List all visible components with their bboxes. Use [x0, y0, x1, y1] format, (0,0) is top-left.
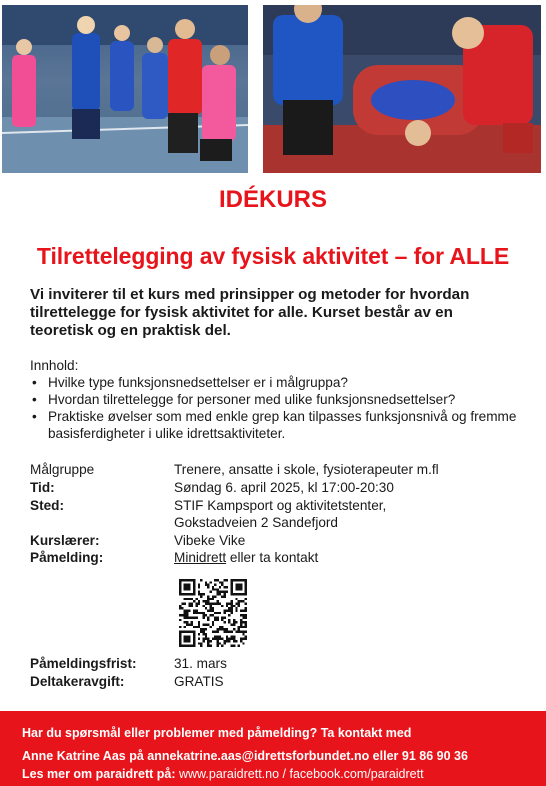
- info-value: [174, 549, 514, 566]
- minidrett-link[interactable]: Minidrett: [174, 550, 227, 565]
- footer-line-1: Har du spørsmål eller problemer med påmelding? Ta kontakt med: [22, 726, 412, 740]
- handball-kids-photo: [2, 5, 248, 173]
- activity-instruction-photo: [263, 5, 541, 173]
- info-value: Vibeke Vike: [174, 533, 246, 548]
- info-label: Deltakeravgift:: [30, 674, 125, 689]
- footer-line-3: [22, 767, 424, 781]
- list-item: • Hvilke type funksjonsnedsettelser er i målgruppa?: [30, 374, 520, 391]
- info-label: Sted:: [30, 498, 64, 513]
- info-label: Kurslærer:: [30, 533, 100, 548]
- content-section: [30, 357, 520, 442]
- info-value: Trenere, ansatte i skole, fysioterapeuter m.fl: [174, 462, 439, 477]
- content-list: [30, 374, 520, 442]
- info-value: GRATIS: [174, 674, 224, 689]
- info-value: [174, 497, 514, 531]
- registration-rest: eller ta kontakt: [226, 550, 319, 565]
- info-value: 31. mars: [174, 656, 227, 671]
- place-line-1: STIF Kampsport og aktivitetstenter,: [174, 498, 387, 513]
- course-kicker: IDÉKURS: [218, 186, 327, 213]
- intro-paragraph: Vi inviterer til et kurs med prinsipper og metoder for hvordan tilrettelegge for fysisk aktivitet for alle. Kurset består av en teoretisk og en praktisk del.: [30, 286, 470, 339]
- info-label: Tid:: [30, 480, 55, 495]
- footer-line-2: Anne Katrine Aas på annekatrine.aas@idrettsforbundet.no eller 91 86 90 36: [22, 749, 468, 763]
- website-link[interactable]: www.paraidrett.no / facebook.com/paraidrett: [179, 767, 424, 781]
- list-item: • Hvordan tilrettelegge for personer med ulike funksjonsnedsettelser?: [30, 391, 520, 408]
- place-line-2: Gokstadveien 2 Sandefjord: [174, 515, 338, 530]
- info-label: Påmeldingsfrist:: [30, 656, 137, 671]
- list-item: • Praktiske øvelser som med enkle grep kan tilpasses funksjonsnivå og fremme basisferdigheter i ulike idrettsaktiviteter.: [30, 408, 520, 442]
- content-heading: Innhold:: [30, 358, 79, 373]
- info-value: Søndag 6. april 2025, kl 17:00-20:30: [174, 480, 394, 495]
- info-label: Målgruppe: [30, 462, 95, 477]
- contact-footer: [0, 711, 546, 786]
- info-label: Påmelding:: [30, 550, 104, 565]
- qr-code[interactable]: [179, 579, 247, 647]
- footer-prefix: Les mer om paraidrett på:: [22, 767, 179, 781]
- course-title: Tilrettelegging av fysisk aktivitet – for ALLE: [36, 243, 510, 269]
